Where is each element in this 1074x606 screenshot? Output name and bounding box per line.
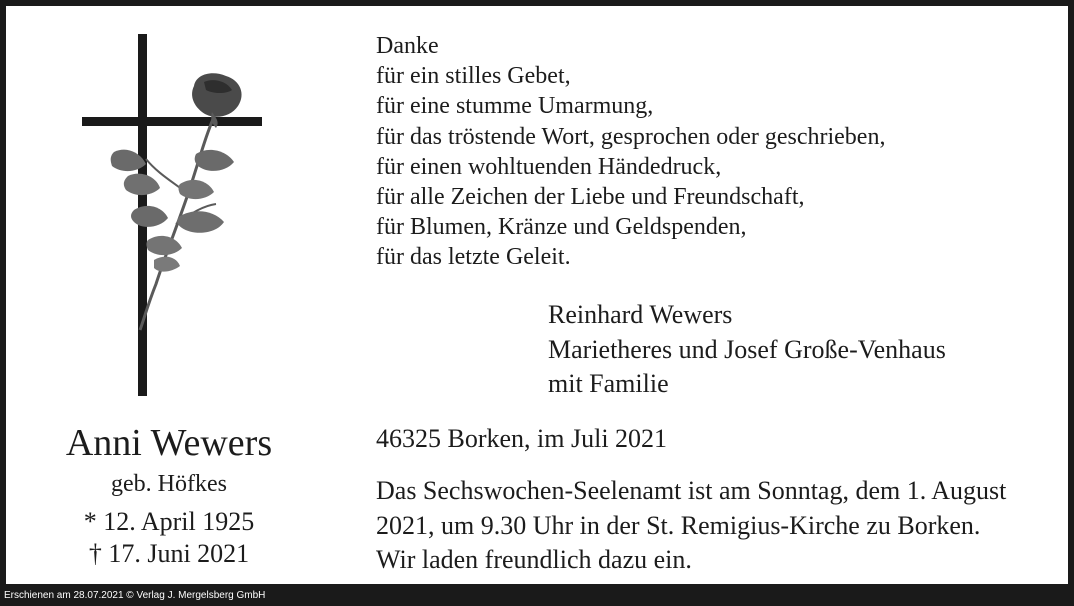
thanks-line: für ein stilles Gebet, — [376, 63, 571, 90]
thanks-line: für eine stumme Umarmung, — [376, 93, 654, 120]
cross-with-rose-icon — [76, 34, 276, 396]
publication-credit: Erschienen am 28.07.2021 © Verlag J. Mergelsberg GmbH — [4, 590, 266, 601]
life-dates — [12, 506, 326, 570]
birth-name: geb. Höfkes — [111, 471, 227, 497]
service-line: Wir laden freundlich dazu ein. — [376, 545, 692, 574]
service-line: Das Sechswochen-Seelenamt ist am Sonntag, dem 1. August — [376, 476, 1007, 505]
publication-footer — [0, 584, 1074, 606]
service-line: 2021, um 9.30 Uhr in der St. Remigius-Kirche zu Borken. — [376, 510, 981, 540]
signer-line: Marietheres und Josef Große-Venhaus — [548, 334, 946, 364]
death-date: † 17. Juni 2021 — [88, 539, 250, 568]
thanks-line: für alle Zeichen der Liebe und Freundschaft, — [376, 184, 805, 211]
place-date: 46325 Borken, im Juli 2021 — [376, 424, 668, 453]
service-announcement — [376, 474, 1006, 578]
signer-line: Reinhard Wewers — [548, 300, 733, 329]
thanks-line: für einen wohltuenden Händedruck, — [376, 153, 722, 180]
thanks-line: für das tröstende Wort, gesprochen oder geschrieben, — [376, 123, 886, 150]
signers — [548, 298, 946, 402]
deceased-name: Anni Wewers — [65, 422, 273, 464]
birth-date: * 12. April 1925 — [83, 507, 255, 536]
thanks-line: für Blumen, Kränze und Geldspenden, — [376, 214, 747, 241]
thanks-line: Danke — [376, 33, 439, 59]
signer-line: mit Familie — [548, 369, 669, 398]
thanks-text — [376, 31, 885, 273]
thanks-line: für das letzte Geleit. — [376, 244, 571, 271]
